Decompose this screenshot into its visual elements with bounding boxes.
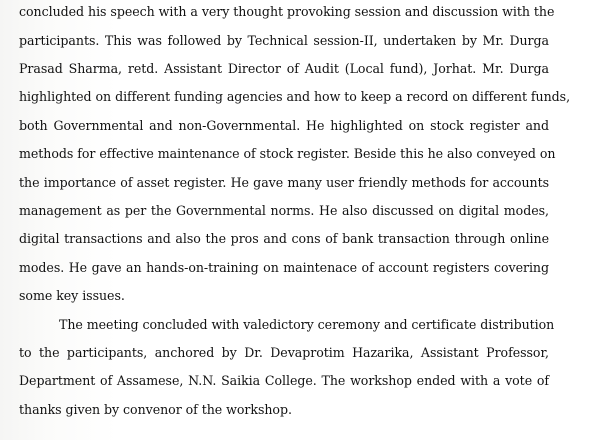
paragraph-1-line-9: digital transactions and also the pros and cons of bank transaction through online [19,231,549,246]
paragraph-1-line-11: some key issues. [19,288,125,303]
paragraph-1-line-6: methods for effective maintenance of stock register. Beside this he also conveyed on [19,146,556,161]
paragraph-1-line-5: both Governmental and non-Governmental. He highlighted on stock register and [19,118,549,133]
paragraph-2-line-1: The meeting concluded with valedictory ceremony and certificate distribution [59,317,555,332]
paragraph-2-line-4: thanks given by convenor of the workshop. [19,402,292,417]
paragraph-1-line-7: the importance of asset register. He gave many user friendly methods for accounts [19,175,549,190]
paragraph-2-line-3: Department of Assamese, N.N. Saikia College. The workshop ended with a vote of [19,373,549,388]
paragraph-2-line-2: to the participants, anchored by Dr. Devaprotim Hazarika, Assistant Professor, [19,345,549,360]
paragraph-1-line-2: participants. This was followed by Technical session-II, undertaken by Mr. Durga [19,33,549,48]
paragraph-1-line-4: highlighted on different funding agencies and how to keep a record on different funds, [19,89,571,104]
paragraph-1-line-1: concluded his speech with a very thought provoking session and discussion with the [19,4,555,19]
paragraph-1-line-8: management as per the Governmental norms. He also discussed on digital modes, [19,203,549,218]
paragraph-1-line-10: modes. He gave an hands-on-training on maintenace of account registers covering [19,260,549,275]
paragraph-1-line-3: Prasad Sharma, retd. Assistant Director of Audit (Local fund), Jorhat. Mr. Durga [19,61,549,76]
